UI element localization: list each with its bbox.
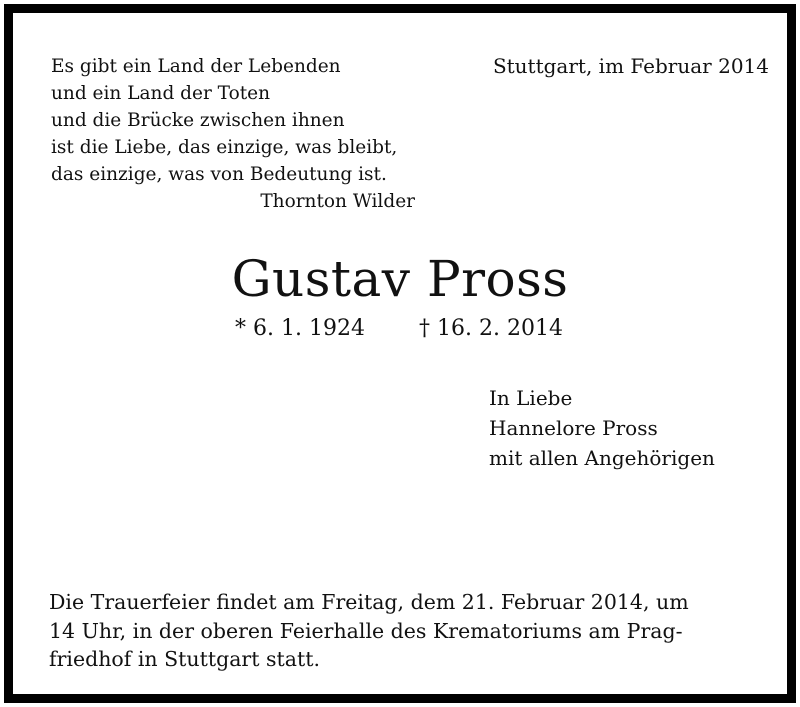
signature-line: Hannelore Pross — [489, 416, 658, 440]
poem-line: und die Brücke zwischen ihnen — [51, 110, 345, 131]
place-date: Stuttgart, im Februar 2014 — [492, 54, 769, 78]
signature-line: mit allen Angehörigen — [489, 446, 715, 470]
obituary-frame — [4, 4, 796, 703]
notice-line: 14 Uhr, in der oberen Feierhalle des Krematoriums am Prag- — [49, 618, 683, 643]
poem-author: Thornton Wilder — [260, 191, 415, 212]
death-date: † 16. 2. 2014 — [419, 316, 563, 341]
signature-block — [489, 383, 715, 473]
notice-line: friedhof in Stuttgart statt. — [49, 647, 320, 671]
birth-date: * 6. 1. 1924 — [235, 316, 365, 341]
funeral-notice — [49, 588, 769, 674]
poem-quote — [51, 53, 421, 215]
signature-line: In Liebe — [489, 386, 573, 410]
poem-line: das einzige, was von Bedeutung ist. — [51, 164, 387, 185]
poem-line: ist die Liebe, das einzige, was bleibt, — [51, 137, 398, 158]
poem-line: und ein Land der Toten — [51, 83, 271, 104]
poem-line: Es gibt ein Land der Lebenden — [51, 56, 341, 77]
deceased-name: Gustav Pross — [231, 250, 569, 308]
notice-line: Die Trauerfeier findet am Freitag, dem 21. Februar 2014, um — [49, 590, 689, 614]
